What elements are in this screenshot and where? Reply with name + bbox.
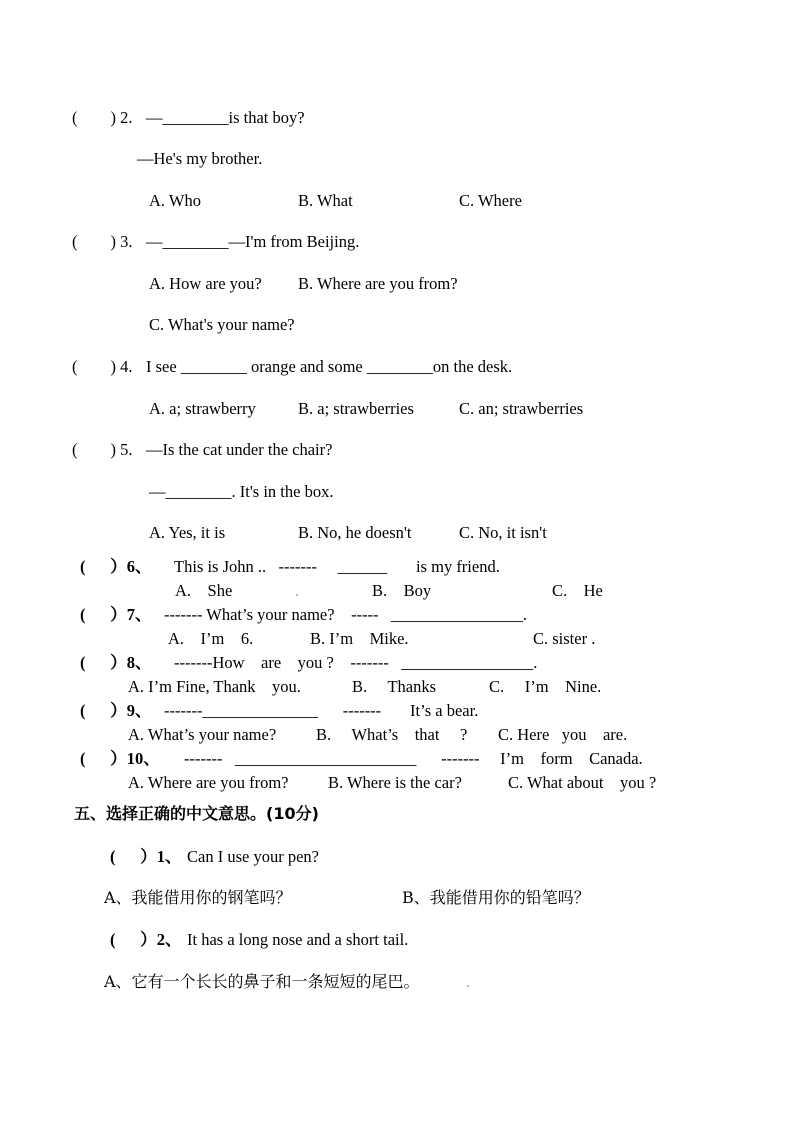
question-7-number: ( ）7、 [80, 605, 152, 624]
question-9-option-a: A. What’s your name? [128, 725, 277, 744]
question-8-number: ( ）8、 [80, 653, 152, 672]
question-5-answer-line: —________. It's in the box. [149, 482, 334, 501]
question-7-option-b: B. I’m Mike. [310, 629, 409, 648]
question-8-stem: -------How are you ? ------- ________________. [174, 653, 538, 672]
question-10-option-a: A. Where are you from? [128, 773, 289, 792]
question-6-option-a: A. She [175, 581, 233, 600]
question-7-option-a: A. I’m 6. [168, 629, 254, 648]
question-6-stray-dot: . [295, 581, 300, 600]
question-5-option-a: A. Yes, it is [149, 523, 226, 542]
question-2-stem: —________is that boy? [146, 108, 305, 127]
question-4-number: ( ) 4. [72, 357, 133, 376]
section-5-q1-option-a: A、我能借用你的钢笔吗？ [104, 888, 292, 907]
section-5-q2-option-a: A、它有一个长长的鼻子和一条短短的尾巴。 [104, 972, 420, 991]
question-7-option-c: C. sister . [533, 629, 596, 648]
question-6-option-c: C. He [552, 581, 603, 600]
question-5-stem: —Is the cat under the chair? [146, 440, 333, 459]
question-3-option-a: A. How are you? [149, 274, 262, 293]
question-9-number: ( ）9、 [80, 701, 152, 720]
section-5-q2-stem: It has a long nose and a short tail. [187, 930, 409, 949]
question-2-answer-line: —He's my brother. [137, 149, 263, 168]
question-9-option-b: B. What’s that ? [316, 725, 468, 744]
question-9-option-c: C. Here you are. [498, 725, 628, 744]
question-2-option-b: B. What [298, 191, 353, 210]
section-5-q2-number: ( ）2、 [110, 930, 182, 949]
question-4-stem: I see ________ orange and some ________on the desk. [146, 357, 513, 376]
question-3-option-c: C. What's your name? [149, 315, 295, 334]
question-3-option-b: B. Where are you from? [298, 274, 458, 293]
question-10-number: ( ）10、 [80, 749, 160, 768]
question-6-stem: This is John .. ------- ______ is my friend. [174, 557, 500, 576]
section-5-q2-stray-dot: . [466, 972, 471, 991]
question-9-stem: -------______________ ------- It’s a bear. [164, 701, 479, 720]
question-4-option-a: A. a; strawberry [149, 399, 256, 418]
question-8-option-a: A. I’m Fine, Thank you. [128, 677, 301, 696]
section-5-heading: 五、选择正确的中文意思。(10分) [74, 804, 319, 823]
question-6-number: ( ）6、 [80, 557, 152, 576]
question-7-stem: ------- What’s your name? ----- ________________. [164, 605, 528, 624]
question-2-number: ( ) 2. [72, 108, 133, 127]
question-3-stem: —________—I'm from Beijing. [146, 232, 360, 251]
question-6-option-b: B. Boy [372, 581, 432, 600]
question-2-option-a: A. Who [149, 191, 201, 210]
question-10-option-c: C. What about you ? [508, 773, 657, 792]
section-5-q1-option-b: B、我能借用你的铅笔吗？ [402, 888, 590, 907]
question-4-option-b: B. a; strawberries [298, 399, 414, 418]
question-8-option-c: C. I’m Nine. [489, 677, 602, 696]
section-5-q1-number: ( ）1、 [110, 847, 182, 866]
question-3-number: ( ) 3. [72, 232, 133, 251]
question-10-option-b: B. Where is the car? [328, 773, 462, 792]
section-5-q1-stem: Can I use your pen? [187, 847, 319, 866]
question-5-number: ( ) 5. [72, 440, 133, 459]
question-5-option-c: C. No, it isn't [459, 523, 547, 542]
question-5-option-b: B. No, he doesn't [298, 523, 412, 542]
question-10-stem: ------- ______________________ ------- I’m form Canada. [184, 749, 643, 768]
question-8-option-b: B. Thanks [352, 677, 437, 696]
question-2-option-c: C. Where [459, 191, 522, 210]
question-4-option-c: C. an; strawberries [459, 399, 584, 418]
